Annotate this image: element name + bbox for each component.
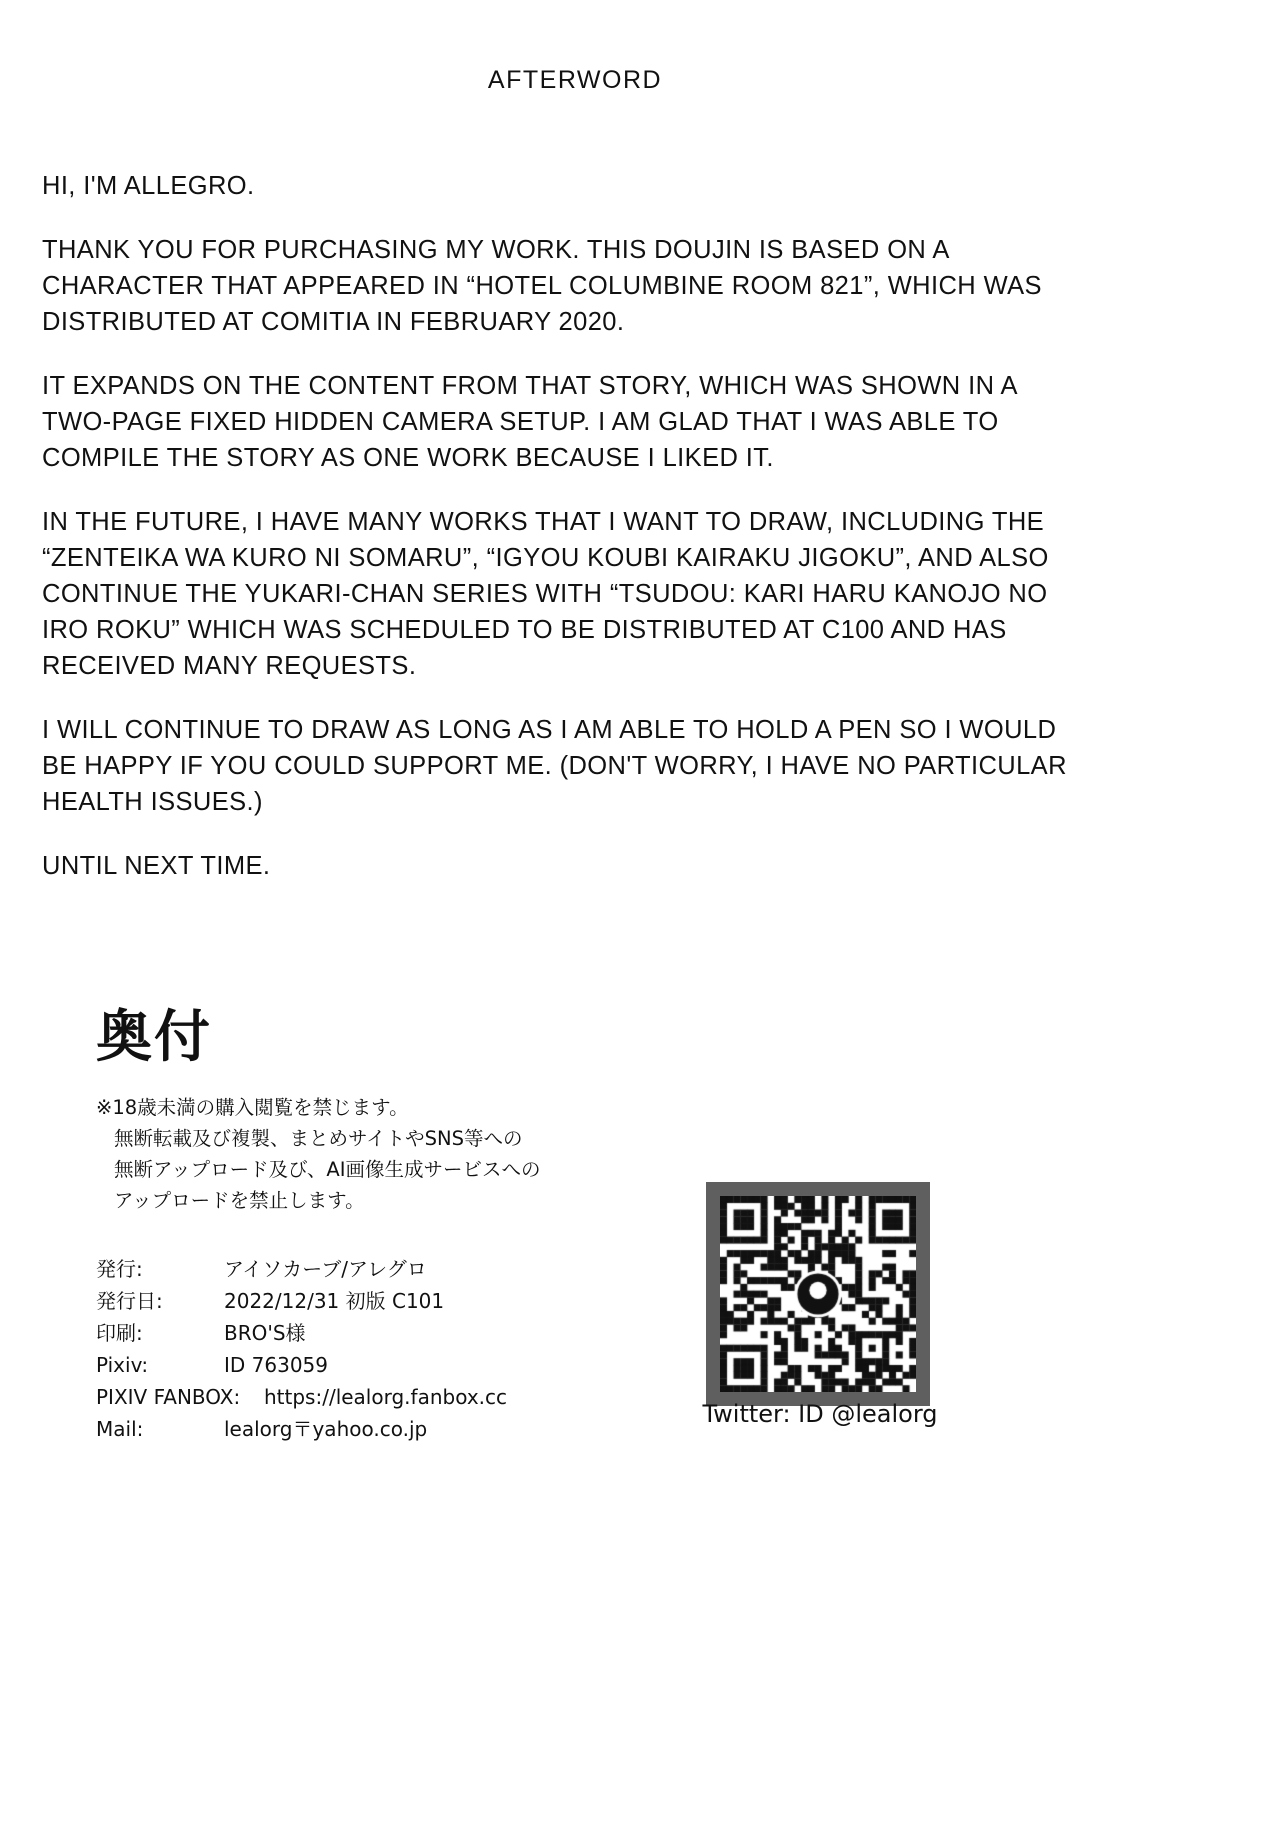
page-title: AFTERWORD [487,66,663,94]
imprint-label: 発行日: [96,1289,163,1313]
imprint-value: BRO'S様 [224,1321,306,1345]
afterword-paragraph: THANK YOU FOR PURCHASING MY WORK. THIS DOUJIN IS BASED ON A CHARACTER THAT APPEARED IN “HOTEL COLUMBINE ROOM 821”, WHICH WAS DISTRIBUTED AT COMITIA IN FEBRUARY 2020. [42,236,1042,336]
imprint-row [96,1253,676,1285]
afterword-paragraph: IT EXPANDS ON THE CONTENT FROM THAT STORY, WHICH WAS SHOWN IN A TWO-PAGE FIXED HIDDEN CAMERA SETUP. I AM GLAD THAT I WAS ABLE TO COMPILE THE STORY AS ONE WORK BECAUSE I LIKED IT. [42,372,1017,472]
afterword-body [42,168,1082,884]
imprint-label: PIXIV FANBOX: [96,1385,241,1409]
imprint-value: 2022/12/31 初版 C101 [224,1289,445,1313]
imprint-value: アイソカーブ/アレグロ [224,1257,427,1281]
afterword-paragraph: IN THE FUTURE, I HAVE MANY WORKS THAT I WANT TO DRAW, INCLUDING THE “ZENTEIKA WA KURO NI SOMARU”, “IGYOU KOUBI KAIRAKU JIGOKU”, AND ALSO CONTINUE THE YUKARI-CHAN SERIES WITH “TSUDOU: KARI HARU KANOJO NO IRO ROKU” WHICH WAS SCHEDULED TO BE DISTRIBUTED AT C100 AND HAS RECEIVED MANY REQUESTS. [42,508,1049,680]
imprint-row [96,1413,676,1445]
afterword-paragraph: HI, I'M ALLEGRO. [42,172,255,200]
imprint-label: 印刷: [96,1321,143,1345]
notice-line: ※18歳未満の購入閲覧を禁じます。 [96,1096,409,1119]
imprint-label: Mail: [96,1417,144,1441]
imprint-row [96,1317,676,1349]
colophon-imprint [96,1253,676,1445]
imprint-row [96,1285,676,1317]
colophon-heading: 奥付 [96,1005,212,1070]
qr-caption: Twitter: ID @lealorg [702,1400,938,1428]
afterword-paragraph: I WILL CONTINUE TO DRAW AS LONG AS I AM ABLE TO HOLD A PEN SO I WOULD BE HAPPY IF YOU COULD SUPPORT ME. (DON'T WORRY, I HAVE NO PARTICULAR HEALTH ISSUES.) [42,716,1067,816]
imprint-label: Pixiv: [96,1353,149,1377]
notice-line: 無断アップロード及び、AI画像生成サービスへの [114,1158,541,1181]
notice-line: アップロードを禁止します。 [114,1189,365,1212]
imprint-row [96,1381,676,1413]
imprint-value: ID 763059 [224,1353,329,1377]
notice-line: 無断転載及び複製、まとめサイトやSNS等への [114,1127,523,1150]
afterword-paragraph: UNTIL NEXT TIME. [42,852,271,880]
imprint-label: 発行: [96,1257,143,1281]
colophon-notice [96,1092,656,1216]
qr-code-icon [706,1182,930,1406]
imprint-row [96,1349,676,1381]
imprint-value: lealorg〒yahoo.co.jp [224,1417,428,1441]
qr-code-canvas [720,1196,916,1392]
imprint-value[interactable]: https://lealorg.fanbox.cc [264,1385,507,1409]
